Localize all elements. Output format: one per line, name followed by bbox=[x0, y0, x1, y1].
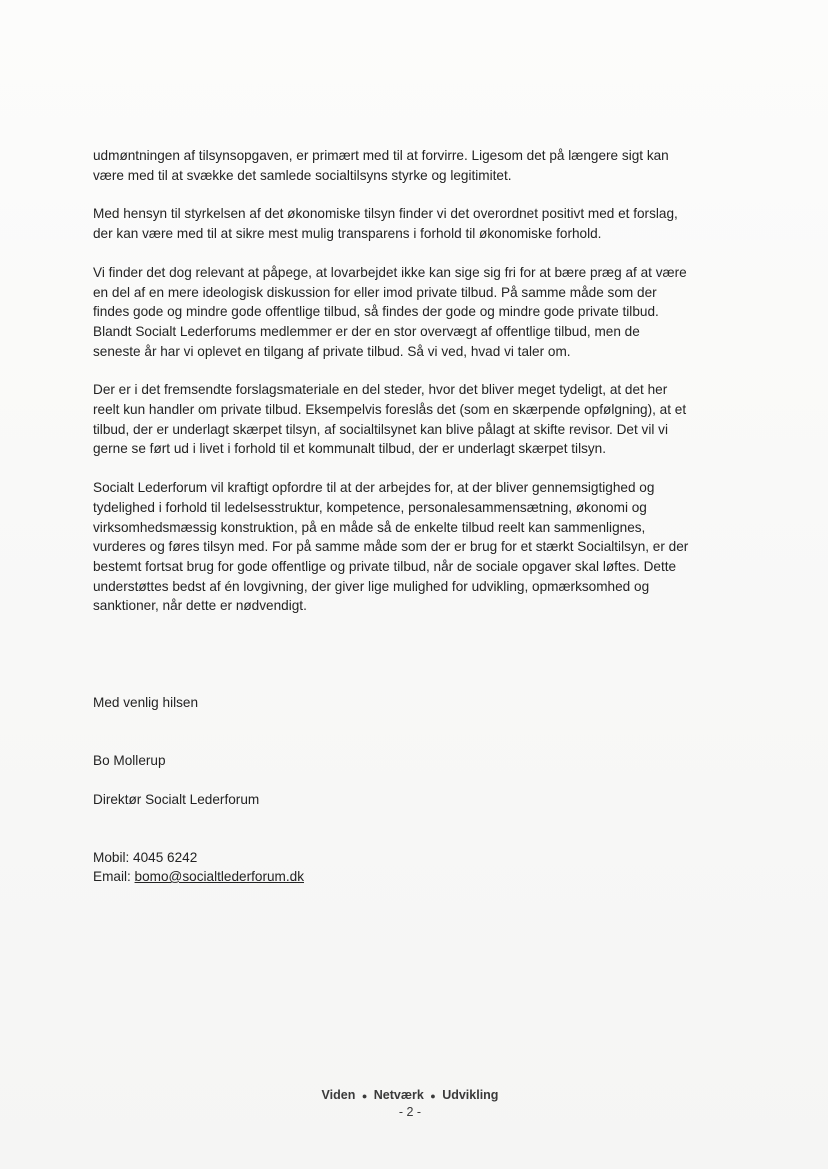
page-footer bbox=[0, 1087, 820, 1120]
footer-word-udvikling: Udvikling bbox=[442, 1088, 499, 1102]
paragraph-line: virksomhedsmæssig konstruktion, på en måde så de enkelte tilbud reelt kan sammenlignes, bbox=[93, 519, 646, 535]
paragraph-line: være med til at svække det samlede socialtilsyns styrke og legitimitet. bbox=[93, 167, 512, 183]
footer-separator-dot: ● bbox=[430, 1090, 436, 1101]
body-paragraph bbox=[93, 263, 743, 362]
paragraph-line: udmøntningen af tilsynsopgaven, er primært med til at forvirre. Ligesom det på længere sigt kan bbox=[93, 148, 669, 163]
paragraph-line: der kan være med til at sikre mest mulig transparens i forhold til økonomiske forhold. bbox=[93, 226, 602, 242]
body-paragraph bbox=[93, 204, 743, 243]
body-paragraph bbox=[93, 380, 743, 459]
closing-greeting: Med venlig hilsen bbox=[93, 695, 199, 710]
paragraph-line: Vi finder det dog relevant at påpege, at lovarbejdet ikke kan sige sig fri for at bære præg af at være bbox=[93, 264, 687, 280]
email-label: Email: bbox=[93, 869, 135, 884]
signer-title: Direktør Socialt Lederforum bbox=[93, 792, 260, 807]
paragraph-line: Der er i det fremsendte forslagsmateriale en del steder, hvor det bliver meget tydeligt, at det her bbox=[93, 382, 668, 398]
paragraph-line: reelt kun handler om private tilbud. Eksempelvis foreslås det (som en skærpende opfølgning), at et bbox=[93, 402, 687, 418]
footer-word-viden: Viden bbox=[321, 1088, 356, 1102]
paragraph-line: tilbud, der er underlagt skærpet tilsyn, af socialtilsynet kan blive pålagt at skifte revisor. Det vil vi bbox=[93, 421, 668, 437]
paragraph-line: sanktioner, når dette er nødvendigt. bbox=[93, 598, 307, 614]
paragraph-line: Socialt Lederforum vil kraftigt opfordre til at der arbejdes for, at der bliver gennemsigtighed og bbox=[93, 480, 655, 496]
page-number: - 2 - bbox=[398, 1104, 422, 1119]
signer-name: Bo Mollerup bbox=[93, 753, 166, 768]
paragraph-line: bestemt fortsat brug for gode offentlige og private tilbud, når de sociale opgaver skal løftes. Dette bbox=[93, 558, 677, 574]
letter-body bbox=[93, 146, 743, 635]
paragraph-line: Blandt Socialt Lederforums medlemmer er der en stor overvægt af offentlige tilbud, men de bbox=[93, 323, 640, 339]
footer-separator-dot: ● bbox=[361, 1090, 368, 1101]
email-link[interactable]: bomo@socialtlederforum.dk bbox=[134, 869, 304, 884]
paragraph-line: findes gode og mindre gode offentlige tilbud, så findes der gode og mindre gode private tilbud. bbox=[93, 304, 659, 320]
body-paragraph bbox=[93, 146, 743, 185]
paragraph-line: gerne se ført ud i livet i forhold til et kommunalt tilbud, der er underlagt skærpet tilsyn. bbox=[93, 441, 607, 457]
signer-email-row bbox=[93, 867, 304, 886]
paragraph-line: vurderes og føres tilsyn med. For på samme måde som der er brug for et stærkt Socialtilsyn, er der bbox=[93, 539, 689, 555]
paragraph-line: en del af en mere ideologisk diskussion for eller imod private tilbud. På samme måde som der bbox=[93, 284, 657, 300]
body-paragraph bbox=[93, 478, 743, 616]
paragraph-line: tydelighed i forhold til ledelsesstruktur, kompetence, personalesammensætning, økonomi og bbox=[93, 499, 647, 515]
paragraph-line: seneste år har vi oplevet en tilgang af private tilbud. Så vi ved, hvad vi taler om. bbox=[93, 343, 571, 359]
signer-mobile: Mobil: 4045 6242 bbox=[93, 850, 198, 865]
footer-word-netvaerk: Netværk bbox=[373, 1088, 424, 1102]
paragraph-line: understøttes bedst af én lovgivning, der giver lige mulighed for udvikling, opmærksomhed og bbox=[93, 578, 650, 594]
paragraph-line: Med hensyn til styrkelsen af det økonomiske tilsyn finder vi det overordnet positivt med et forslag, bbox=[93, 206, 678, 222]
